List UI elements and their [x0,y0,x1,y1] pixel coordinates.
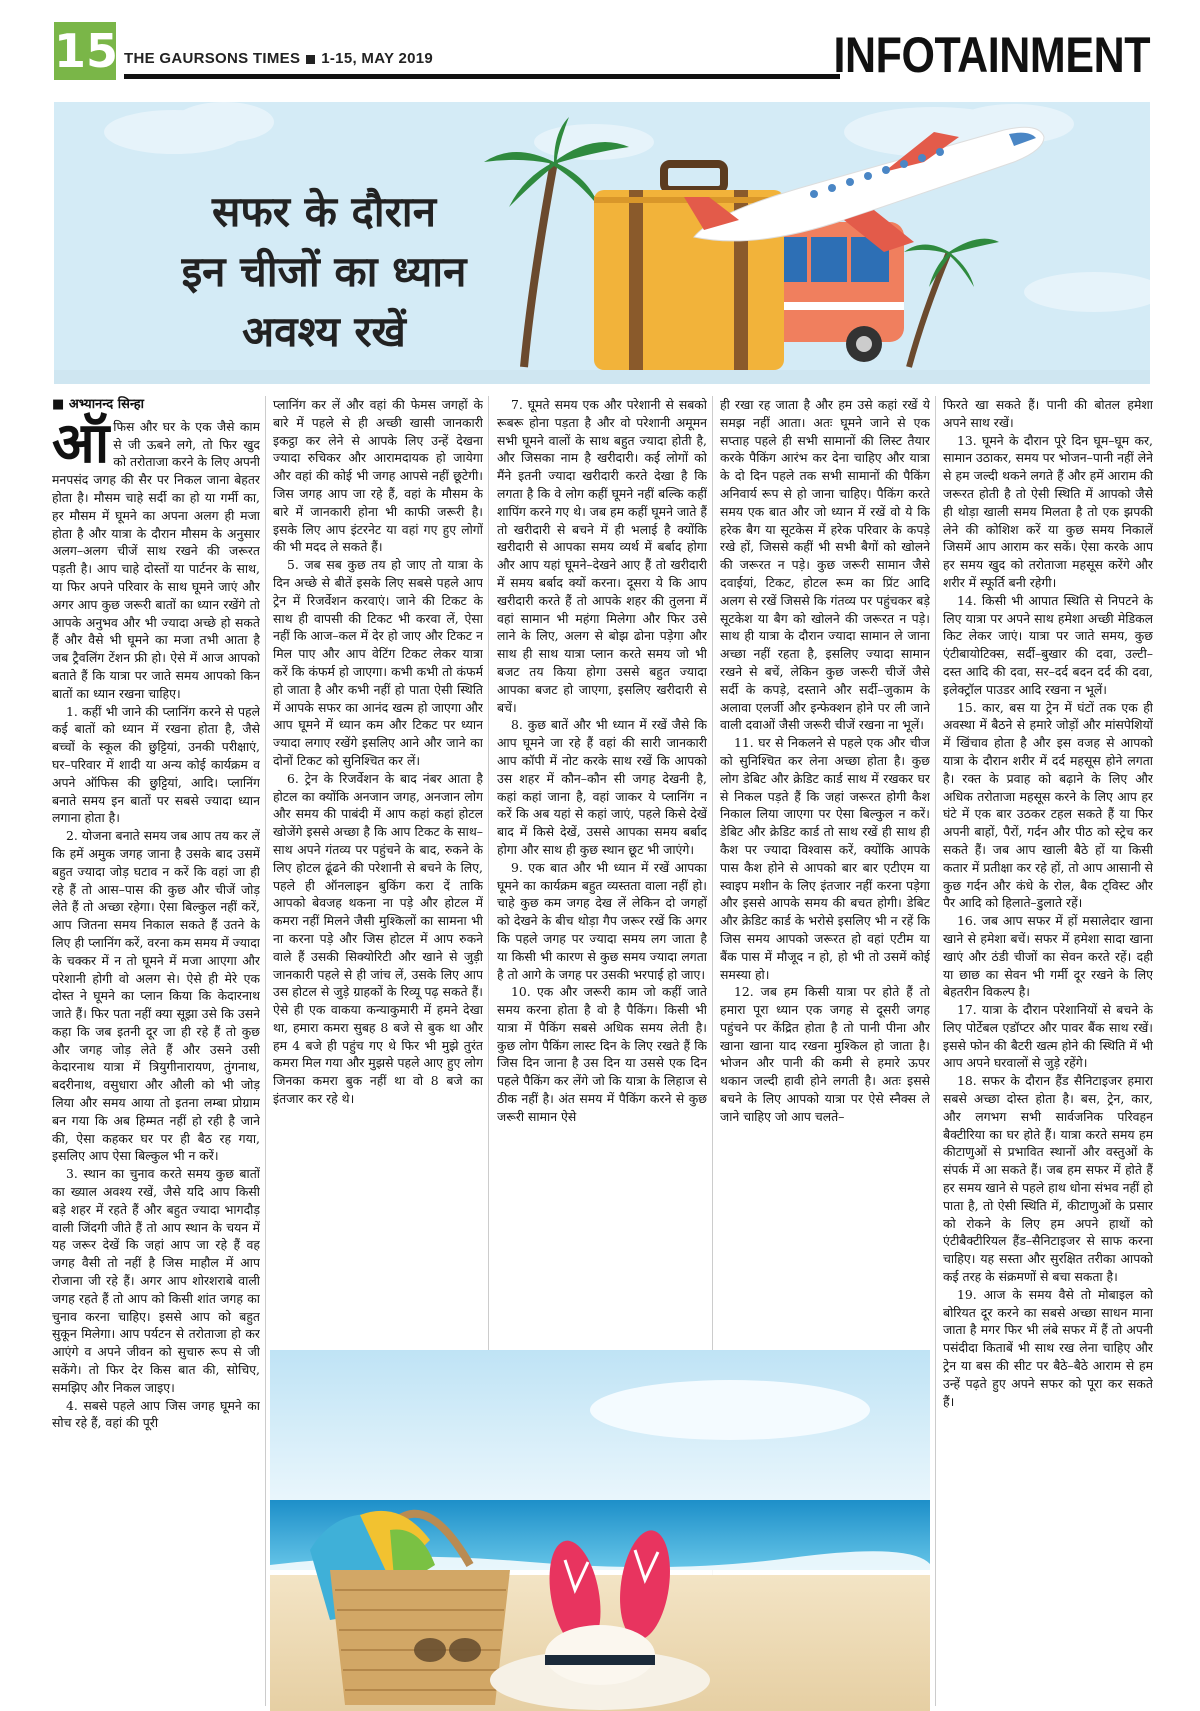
paragraph: 2. योजना बनाते समय जब आप तय कर लें कि हमें अमुक जगह जाना है उसके बाद उसमें बहुत ज्यादा जोड़ घटाव न करें कि वहां जा ही रहे हैं तो आस–पास की कुछ और चीजें जोड़ लेते हैं तो अच्छा रहेगा। ऐसा बिल्कुल नहीं करें, आप जितना समय निकाल सकते हैं उतने के लिए ही प्लानिंग करें, वरना कम समय में ज्यादा के चक्कर में न तो घूमने में मजा आएगा और परेशानी होगी वो अलग से। ऐसे ही मेरे एक दोस्त ने घूमने का प्लान किया कि केदारनाथ जाते हैं। फिर पता नहीं क्या सूझा उसे कि उसने कहा कि जब इतनी दूर जा ही रहे हैं तो कुछ और जगह जोड़ लेते हैं और उसने उसी केदारनाथ यात्रा में त्रियुगीनारायण, तुंगनाथ, बदरीनाथ, वसुधारा और औली को भी जोड़ लिया और समय आया तो इतना लम्बा प्रोग्राम बन गया कि अब हिम्मत नहीं हो रही है जाने की, ऐसा कहकर घर पर ही बैठ रह गया, इसलिए आप ऐसा बिल्कुल भी न करें। [52,828,260,1164]
paragraph [52,409,260,703]
page-number: 15 [54,24,119,78]
paragraph: ही रखा रह जाता है और हम उसे कहां रखें ये समझ नहीं आता। अतः घूमने जाने से एक सप्ताह पहले ही सभी सामानों की लिस्ट तैयार करके पैकिंग आरंभ कर देना चाहिए और यात्रा के दो दिन पहले तक सभी सामानों की पैकिंग अनिवार्य रूप से हो जाना चाहिए। पैकिंग करते समय एक बात और जो ध्यान में रखें वो ये कि हरेक बैग या सूटकेस में हरेक परिवार के कपड़े रखे हों, जिससे कहीं भी सभी बैगों को खोलने की जरूरत न पड़े। कुछ जरूरी सामान जैसे दवाईयां, टिकट, होटल रूम का प्रिंट आदि अलग से रखें जिससे कि गंतव्य पर पहुंचकर बड़े सूटकेश या बैग को खोलने की जरूरत न पड़े। साथ ही यात्रा के दौरान ज्यादा सामान ले जाना अच्छा नहीं रहता है, इसलिए ज्यादा सामान रखने से बचें, लेकिन कुछ जरूरी चीजें जैसे सर्दी के कपड़े, दस्ताने और सर्दी–जुकाम के अलावा एलर्जी और इन्फेक्शन होने पर ली जाने वाली दवाओं जैसी जरूरी चीजें रखना ना भूलें। [720,397,930,733]
column-5 [943,396,1153,1708]
column-4 [720,396,930,1336]
column-3 [497,396,707,1336]
column-2 [273,396,483,1336]
paragraph: 7. घूमते समय एक और परेशानी से सबको रूबरू होना पड़ता है और वो परेशानी अमूमन सभी घूमने वालों के साथ बहुत ज्यादा होती है, और जिसका नाम है खरीदारी। कई लोगों को मैंने इतनी ज्यादा खरीदारी करते देखा है कि लगता है कि वे लोग कहीं घूमने नहीं बल्कि कहीं शापिंग करने गए थे। जब हम कहीं घूमने जाते हैं तो खरीदारी से बचने में ही भलाई है क्योंकि खरीदारी से आपका समय व्यर्थ में बर्बाद होगा और आप यहां घूमने–देखने आए हैं तो खरीदारी में समय बर्बाद क्यों करना। दूसरा ये कि आप खरीदारी करते हैं तो आपके शहर की तुलना में वहां सामान भी महंगा मिलेगा और फिर उसे लाने के लिए, अलग से बोझ ढोना पड़ेगा और साथ ही साथ यात्रा प्लान करते समय जो भी बजट तय किया होगा उससे बहुत ज्यादा आपका बजट हो जाएगा, इसलिए खरीदारी से बचें। [497,397,707,715]
byline: ■ अभ्यानन्द सिन्हा [52,397,145,412]
paragraph: 14. किसी भी आपात स्थिति से निपटने के लिए यात्रा पर अपने साथ हमेशा अच्छी मेडिकल किट लेकर जाएं। यात्रा पर जाते समय, कुछ एंटीबायोटिक्स, सर्दी–बुखार की दवा, उल्टी–दस्त आदि की दवा, सर–दर्द बदन दर्द की दवा, इलेक्ट्रॉल पाउडर आदि रखना न भूलें। [943,592,1153,697]
paragraph: 11. घर से निकलने से पहले एक और चीज को सुनिश्चित कर लेना अच्छा होता है। कुछ लोग डेबिट और क्रेडिट कार्ड साथ में रखकर घर से निकल पड़ते हैं कि जहां जरूरत होगी कैश निकाल लिया जाएगा पर ऐसा बिल्कुल न करें। डेबिट और क्रेडिट कार्ड तो साथ रखें ही साथ ही कैश पर ज्यादा विश्वास करें, क्योंकि आपके पास कैश होने से आपको बार बार एटीएम या स्वाइप मशीन के लिए इंतजार नहीं करना पड़ेगा और इससे आपके समय की बचत होगी। डेबिट और क्रेडिट कार्ड के भरोसे इसलिए भी न रहें कि जिस समय आपको जरूरत हो वहां एटीम या बैंक पास में मौजूद न हो, हो भी तो उसमें कोई समस्या हो। [720,735,930,982]
hero-banner [54,102,1150,384]
paragraph-text: फिस और घर के एक जैसे काम से जी ऊबने लगे, तो फिर खुद को तरोताजा करने के लिए अपनी मनपसंद जगह की सैर पर निकल जाना बेहतर होता है। मौसम चाहे सर्दी का हो या गर्मी का, हर मौसम में घूमने का अपना अलग ही मजा होता है और यात्रा के दौरान मौसम के अनुसार अलग–अलग चीजें साथ रखने की जरूरत पड़ती है। आप चाहे दोस्तों या पार्टनर के साथ, या फिर अपने परिवार के साथ घूमने जाएं और अगर आप कुछ जरूरी बातों का ध्यान रखेंगे तो आपके अनुभव और भी ज्यादा अच्छे हो सकते हैं और वैसे भी घूमने का मजा तभी आता है जब ट्रैवलिंग टेंशन फ्री हो। ऐसे में आज आपको बताते हैं कि यात्रा पर जाते समय आपको किन बातों का ध्यान रखना चाहिए। [52,418,260,701]
beach-photo [270,1350,930,1711]
paragraph: प्लानिंग कर लें और वहां की फेमस जगहों के बारे में पहले से ही अच्छी खासी जानकारी इकट्ठा कर लेने से आपके लिए उन्हें देखना ज्यादा रुचिकर और आरामदायक हो जायेगा और वहां की कोई भी जगह आपसे नहीं छूटेगी। जिस जगह आप जा रहे हैं, वहां के मौसम के बारे में जानकारी होना भी काफी जरूरी है। इसके लिए आप इंटरनेट या वहां गए हुए लोगों की भी मदद ले सकते हैं। [273,397,483,555]
section-title: INFOTAINMENT [833,27,1150,83]
headline-line: अवश्य रखें [242,307,406,356]
issue-date: 1-15, MAY 2019 [321,50,434,67]
paragraph: 5. जब सब कुछ तय हो जाए तो यात्रा के दिन अच्छे से बीतें इसके लिए सबसे पहले आप ट्रेन में रिजर्वेशन करवाएं। जाने की टिकट के साथ ही वापसी की टिकट भी करवा लें, ऐसा नहीं कि आज–कल में देर हो जाए और टिकट न मिल पाए और आप वेटिंग टिकट लेकर यात्रा करें कि कंफर्म हो जाएगा। कभी कभी तो कंफर्म हो जाता है और कभी नहीं हो पाता ऐसी स्थिति में आपके सफर का आनंद खत्म हो जाएगा और आप घूमने में ध्यान कम और टिकट पर ध्यान ज्यादा लगाए रखेंगे इसलिए आने और जाने का दोनों टिकट को सुनिश्चित कर लें। [273,557,483,768]
paragraph: 17. यात्रा के दौरान परेशानियों से बचने के लिए पोर्टेबल एडॉप्टर और पावर बैंक साथ रखें। इससे फोन की बैटरी खत्म होने की स्थिति में भी आप अपने घरवालों से जुड़े रहेंगे। [943,1002,1153,1071]
paragraph: फिरते खा सकते हैं। पानी की बोतल हमेशा अपने साथ रखें। [943,397,1153,430]
beach-bag-illustration [270,1350,930,1711]
paragraph: 6. ट्रेन के रिजर्वेशन के बाद नंबर आता है होटल का क्योंकि अनजान जगह, अनजान लोग और समय की पाबंदी में आप कहां कहां होटल खोजेंगे इससे अच्छा है कि आप टिकट के साथ–साथ अपने गंतव्य पर पहुंचने के बाद, रुकने के लिए होटल ढूंढने की परेशानी से बचने के लिए, पहले ही ऑनलाइन बुकिंग करा दें ताकि आपको बेवजह थकना ना पड़े और होटल में कमरा नहीं मिलने जैसी मुश्किलों का सामना भी ना करना पड़े और जिस होटल में आप रुकने वाले हैं उसकी सिक्योरिटी और खाने से जुड़ी जानकारी पहले से ही जांच लें, उसके लिए आप उस होटल से जुड़े ग्राहकों के रिव्यू पढ़ सकते हैं। ऐसे ही एक वाकया कन्याकुमारी में हमने देखा था, हमारा कमरा सुबह 8 बजे से बुक था और हम 4 बजे ही पहुंच गए थे फिर भी मुझे तुरंत कमरा मिल गया और मुझसे पहले आए हुए लोग जिनका कमरा बुक नहीं था वो 8 बजे का इंतजार कर रहे थे। [273,770,483,1107]
paragraph: 18. सफर के दौरान हैंड सैनिटाइजर हमारा सबसे अच्छा दोस्त होता है। बस, ट्रेन, कार, और लगभग सभी सार्वजनिक परिवहन बैक्टीरिया का घर होते हैं। यात्रा करते समय हम कीटाणुओं से प्रभावित स्थानों और वस्तुओं के संपर्क में आ सकते हैं। जब हम सफर में होते हैं हर समय खाने से पहले हाथ धोना संभव नहीं हो पाता है, तो ऐसी स्थिति में, कीटाणुओं के प्रसार को रोकने के लिए हम अपने हाथों को एंटीबैक्टीरियल हैंड–सैनिटाइजर से साफ करना चाहिए। यह सस्ता और सुरक्षित तरीका आपको कई तरह के संक्रमणों से बचा सकता है। [943,1073,1153,1285]
article-headline [124,182,524,362]
headline-line: इन चीजों का ध्यान [181,247,467,296]
paragraph: 13. घूमने के दौरान पूरे दिन घूम–घूम कर, सामान उठाकर, समय पर भोजन–पानी नहीं लेने से हम जल्दी थकने लगते हैं और हमें आराम की जरूरत होती है तो ऐसी स्थिति में आपको जैसे ही थोड़ा खाली समय मिलता है तो एक झपकी लेने की कोशिश करें या कुछ समय निकालें जिसमें आप आराम कर सकें। ऐसा करके आप हर समय खुद को तरोताजा महसूस करेंगे और शरीर में स्फूर्ति बनी रहेगी। [943,432,1153,590]
masthead-rule [124,74,840,79]
paragraph: 4. सबसे पहले आप जिस जगह घूमने का सोच रहे हैं, वहां की पूरी [52,1397,260,1431]
paragraph: 15. कार, बस या ट्रेन में घंटों तक एक ही अवस्था में बैठने से हमारे जोड़ों और मांसपेशियों में खिंचाव होता है और इस वजह से आपको यात्रा के दौरान शरीर में दर्द महसूस होने लगता है। रक्त के प्रवाह को बढ़ाने के लिए और अधिक तरोताजा महसूस करने के लिए आप हर घंटे में एक बार उठकर टहल सकते हैं या फिर अपनी बाहों, पैरों, गर्दन और पीठ को स्ट्रेच कर सकते हैं। जब आप खाली बैठे हों या किसी कतार में प्रतीक्षा कर रहे हों, तो आप आसानी से कुछ गर्दन और कंधे के रोल, बैक ट्विस्ट और पैर आदि को हिलाते–डुलाते रहें। [943,699,1153,911]
column-divider [935,396,936,1706]
paragraph: 1. कहीं भी जाने की प्लानिंग करने से पहले कई बातों को ध्यान में रखना होता है, जैसे बच्चों के स्कूल की छुट्टियां, उनकी परीक्षाएं, घर–परिवार में शादी या अन्य कोई कार्यक्रम व अपने ऑफिस की छुट्टियां, आदि। प्लानिंग बनाते समय इन बातों पर सबसे ज्यादा ध्यान लगाना होता है। [52,703,260,826]
column-1 [52,396,260,1708]
paragraph: 12. जब हम किसी यात्रा पर होते हैं तो हमारा पूरा ध्यान एक जगह से दूसरी जगह पहुंचने पर केंद्रित होता है तो पानी पीना और खाना खाना याद रखना मुश्किल हो जाता है। भोजन और पानी की कमी से हमारे ऊपर थकान जल्दी हावी होने लगती है। अतः इससे बचने के लिए आपको यात्रा पर ऐसे स्नैक्स ले जाने चाहिए जो आप चलते– [720,984,930,1124]
publication-line [124,50,433,67]
paragraph: 19. आज के समय वैसे तो मोबाइल को बोरियत दूर करने का सबसे अच्छा साधन माना जाता है मगर फिर भी लंबे सफर में हैं तो अपनी पसंदीदा किताबें भी साथ रख लेना चाहिए और ट्रेन या बस की सीट पर बैठे–बैठे आराम से हम उन्हें पढ़ते हुए अपने सफर को पूरा कर सकते हैं। [943,1286,1153,1409]
author-name: अभ्यानन्द सिन्हा [68,397,145,412]
paragraph: 10. एक और जरूरी काम जो कहीं जाते समय करना होता है वो है पैकिंग। किसी भी यात्रा में पैकिंग सबसे अधिक समय लेती है। कुछ लोग पैकिंग लास्ट दिन के लिए रखते हैं कि जिस दिन जाना है उस दिन या उससे एक दिन पहले पैकिंग कर लेंगे जो कि यात्रा के लिहाज से ठीक नहीं है। अंत समय में पैकिंग करने से कुछ जरूरी सामान ऐसे [497,984,707,1124]
headline-line: सफर के दौरान [212,187,436,236]
column-divider [265,396,266,1706]
paragraph: 9. एक बात और भी ध्यान में रखें आपका घूमने का कार्यक्रम बहुत व्यस्तता वाला नहीं हो। चाहे कुछ कम जगह देख लें लेकिन दो जगहों को देखने के बीच थोड़ा गैप जरूर रखें कि अगर कि पहले जगह पर ज्यादा समय लग जाता है या किसी भी कारण से कुछ समय ज्यादा लगता है तो आगे के जगह पर उसकी भरपाई हो जाए। [497,859,707,982]
paragraph: 8. कुछ बातें और भी ध्यान में रखें जैसे कि आप घूमने जा रहे हैं वहां की सारी जानकारी आप कॉपी में नोट करके साथ रखें कि आपको उस शहर में कौन–कौन सी जगह देखनी है, कहां कहां जाना है, वहां जाकर ये प्लानिंग न करें कि अब यहां से कहां जाएं, पहले किसे देखें बाद में किसे देखें, उससे आपका समय बर्बाद होगा और साथ ही कुछ स्थान छूट भी जाएंगे। [497,717,707,857]
separator-square-icon [306,55,315,64]
drop-cap: ऑ [52,409,110,476]
masthead [0,0,1200,92]
paragraph: 3. स्थान का चुनाव करते समय कुछ बातों का ख्याल अवश्य रखें, जैसे यदि आप किसी बड़े शहर में रहते हैं और बहुत ज्यादा भागदौड़ वाली जिंदगी जीते हैं तो आप स्थान के चयन में यह जरूर देखें कि जहां आप जा रहे हैं वह जगह वैसी तो नहीं है जिस माहौल में आप रोजाना जी रहे हैं। अगर आप शोरशराबे वाली जगह रहते हैं तो आप को किसी शांत जगह का चुनाव करना चाहिए। इससे आप को बहुत सुकून मिलेगा। आप पर्यटन से तरोताजा हो कर आएंगे व अपने जीवन को सुचारु रूप से जी सकेंगे। तो फिर देर किस बात की, सोचिए, समझिए और निकल जाइए। [52,1166,260,1395]
paragraph: 16. जब आप सफर में हों मसालेदार खाना खाने से हमेशा बचें। सफर में हमेशा सादा खाना खाएं और ठंडी चीजों का सेवन करते रहें। दही या छाछ का सेवन भी गर्मी दूर रखने के लिए बेहतरीन विकल्प है। [943,913,1153,1000]
publication-name: THE GAURSONS TIMES [124,50,301,67]
